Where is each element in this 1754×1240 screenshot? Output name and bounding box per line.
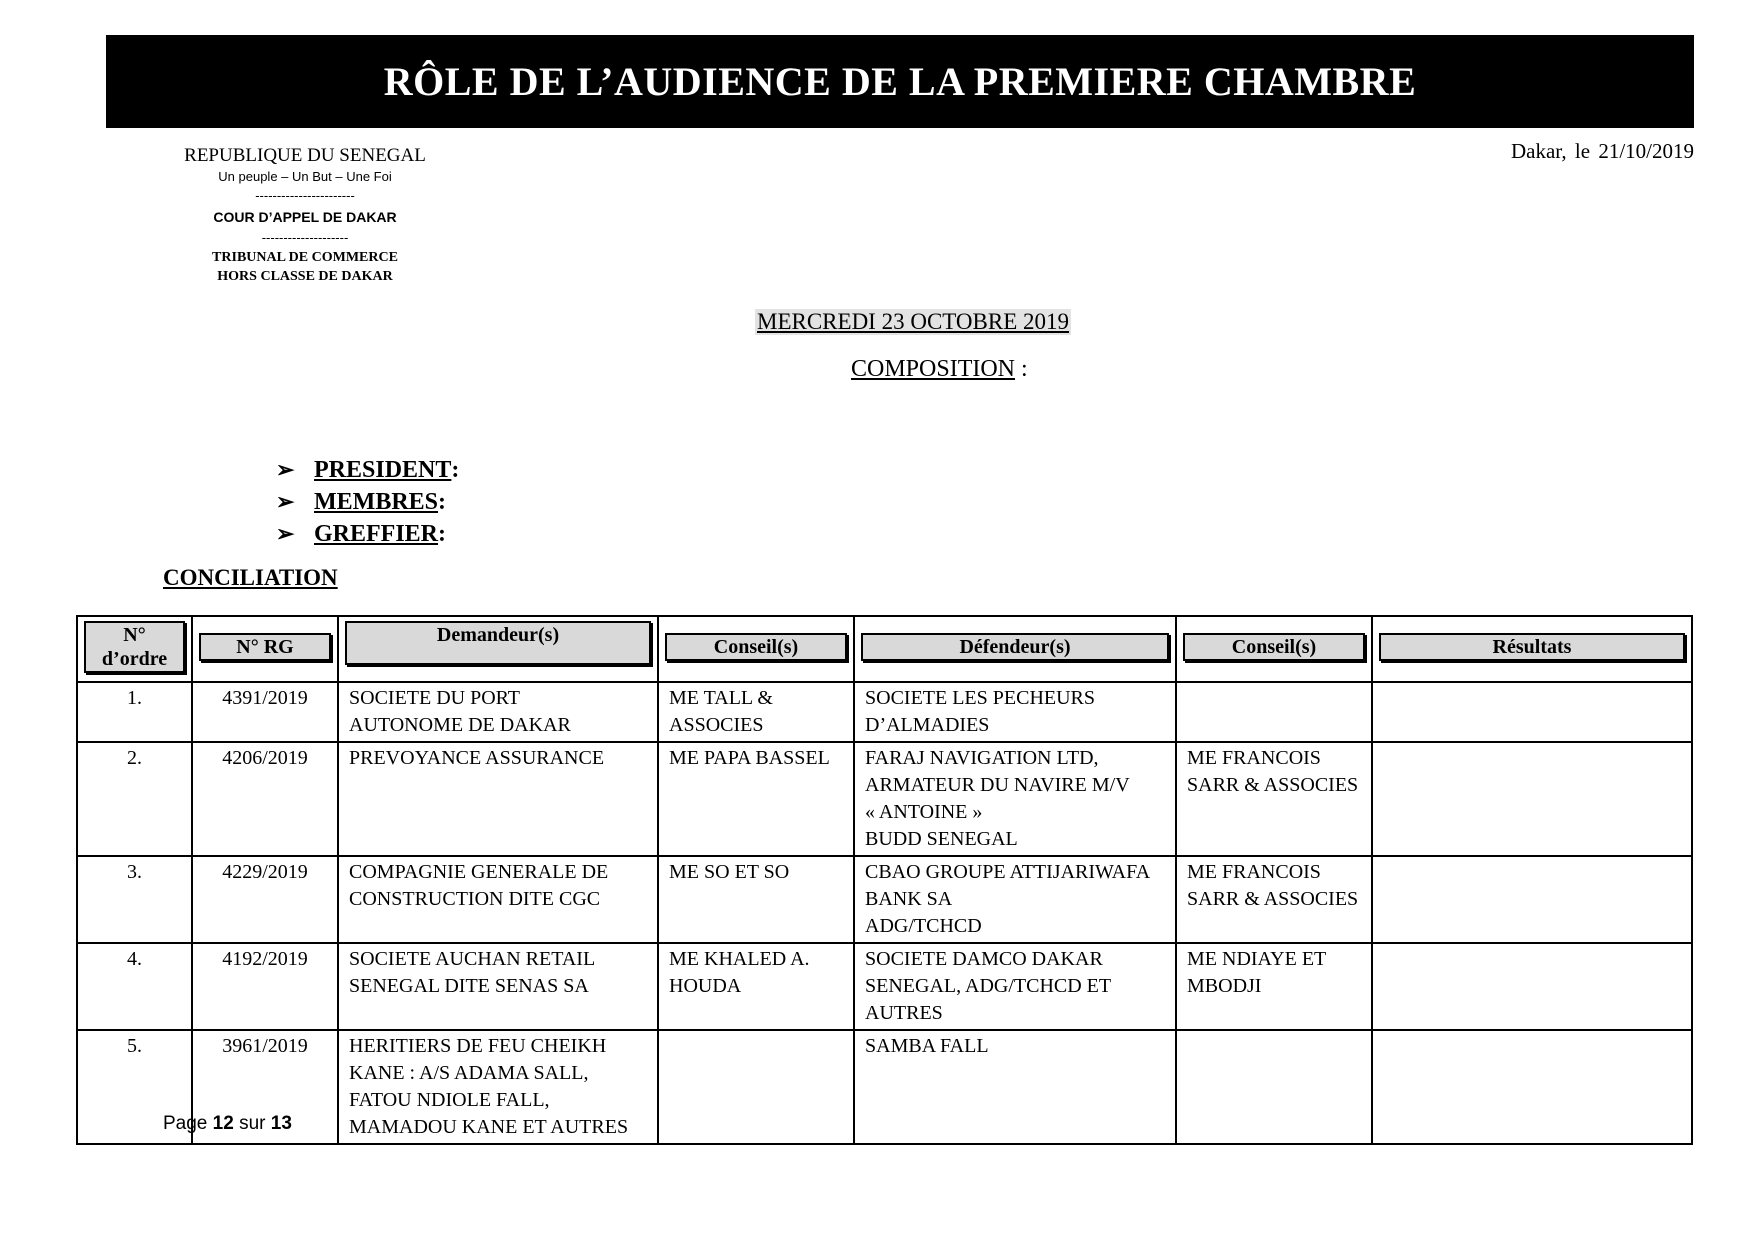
role-label: PRESIDENT xyxy=(314,457,452,483)
cell-order-number: 4. xyxy=(77,943,192,1030)
cell-rg-number: 4229/2019 xyxy=(192,856,338,943)
cell-conseil-defendeur: ME FRANCOIS SARR & ASSOCIES xyxy=(1176,742,1372,856)
header-resultats: Résultats xyxy=(1372,616,1692,682)
national-motto: Un peuple – Un But – Une Foi xyxy=(218,169,392,184)
cell-conseil-demandeur: ME PAPA BASSEL xyxy=(658,742,854,856)
hearing-roll-table xyxy=(76,615,1693,1145)
table-header-row xyxy=(77,616,1692,682)
cell-resultat xyxy=(1372,682,1692,742)
cell-conseil-defendeur: ME FRANCOIS SARR & ASSOCIES xyxy=(1176,856,1372,943)
role-suffix: : xyxy=(438,489,447,515)
table-row xyxy=(77,742,1692,856)
cell-defendeur: SOCIETE LES PECHEURS D’ALMADIES xyxy=(854,682,1176,742)
cell-defendeur: SOCIETE DAMCO DAKAR SENEGAL, ADG/TCHCD ET AUTRES xyxy=(854,943,1176,1030)
cell-demandeur: COMPAGNIE GENERALE DE CONSTRUCTION DITE CGC xyxy=(338,856,658,943)
page-current: 12 xyxy=(212,1113,234,1134)
cell-conseil-defendeur xyxy=(1176,1030,1372,1144)
cell-demandeur: HERITIERS DE FEU CHEIKH KANE : A/S ADAMA SALL, FATOU NDIOLE FALL, MAMADOU KANE ET AUTRES xyxy=(338,1030,658,1144)
arrow-bullet-icon: ➢ xyxy=(276,489,295,514)
table-row xyxy=(77,943,1692,1030)
cell-demandeur: SOCIETE DU PORT AUTONOME DE DAKAR xyxy=(338,682,658,742)
header-demandeurs: Demandeur(s) xyxy=(338,616,658,682)
cell-rg-number: 4391/2019 xyxy=(192,682,338,742)
place-date: Dakar, le 21/10/2019 xyxy=(1510,139,1694,163)
institution-header xyxy=(150,144,460,286)
cell-order-number: 1. xyxy=(77,682,192,742)
cell-rg-number: 4206/2019 xyxy=(192,742,338,856)
cell-defendeur: CBAO GROUPE ATTIJARIWAFA BANK SA ADG/TCHCD xyxy=(854,856,1176,943)
role-suffix: : xyxy=(451,457,460,483)
header-conseils-demandeur: Conseil(s) xyxy=(658,616,854,682)
cell-conseil-demandeur xyxy=(658,1030,854,1144)
cell-defendeur: FARAJ NAVIGATION LTD, ARMATEUR DU NAVIRE M/V « ANTOINE » BUDD SENEGAL xyxy=(854,742,1176,856)
composition-roles xyxy=(276,454,459,550)
role-president xyxy=(276,454,459,486)
cell-order-number: 5. xyxy=(77,1030,192,1144)
table-row xyxy=(77,856,1692,943)
header-defendeurs: Défendeur(s) xyxy=(854,616,1176,682)
separator-line: -------------------- xyxy=(261,230,349,245)
composition-suffix: : xyxy=(1015,356,1028,382)
cell-conseil-defendeur xyxy=(1176,682,1372,742)
title-banner xyxy=(106,35,1694,128)
cell-conseil-defendeur: ME NDIAYE ET MBODJI xyxy=(1176,943,1372,1030)
role-suffix: : xyxy=(438,521,447,547)
page-number: Page 12 sur 13 xyxy=(163,1113,292,1134)
arrow-bullet-icon: ➢ xyxy=(276,521,295,546)
court-name: COUR D’APPEL DE DAKAR xyxy=(213,209,397,225)
role-label: GREFFIER xyxy=(314,521,439,547)
cell-defendeur: SAMBA FALL xyxy=(854,1030,1176,1144)
cell-rg-number: 3961/2019 xyxy=(192,1030,338,1144)
role-label: MEMBRES xyxy=(314,489,439,515)
cell-resultat xyxy=(1372,943,1692,1030)
cell-resultat xyxy=(1372,742,1692,856)
composition-heading xyxy=(851,356,1028,383)
role-membres xyxy=(276,486,459,518)
cell-demandeur: PREVOYANCE ASSURANCE xyxy=(338,742,658,856)
composition-label: COMPOSITION xyxy=(851,356,1016,382)
arrow-bullet-icon: ➢ xyxy=(276,457,295,482)
page-total: 13 xyxy=(270,1113,292,1134)
header-rg-number: N° RG xyxy=(192,616,338,682)
table-row xyxy=(77,682,1692,742)
cell-order-number: 2. xyxy=(77,742,192,856)
section-heading: CONCILIATION xyxy=(163,565,338,590)
separator-line: ----------------------- xyxy=(255,188,355,203)
republic-name: REPUBLIQUE DU SENEGAL xyxy=(184,145,426,166)
header-order-number: N° d’ordre xyxy=(77,616,192,682)
tribunal-name-line2: HORS CLASSE DE DAKAR xyxy=(217,269,393,284)
cell-resultat xyxy=(1372,856,1692,943)
cell-rg-number: 4192/2019 xyxy=(192,943,338,1030)
cell-conseil-demandeur: ME KHALED A. HOUDA xyxy=(658,943,854,1030)
cell-conseil-demandeur: ME SO ET SO xyxy=(658,856,854,943)
cell-demandeur: SOCIETE AUCHAN RETAIL SENEGAL DITE SENAS SA xyxy=(338,943,658,1030)
cell-conseil-demandeur: ME TALL & ASSOCIES xyxy=(658,682,854,742)
table-row xyxy=(77,1030,1692,1144)
cell-order-number: 3. xyxy=(77,856,192,943)
header-conseils-defendeur: Conseil(s) xyxy=(1176,616,1372,682)
cell-resultat xyxy=(1372,1030,1692,1144)
table-body xyxy=(77,682,1692,1144)
document-title: RÔLE DE L’AUDIENCE DE LA PREMIERE CHAMBRE xyxy=(383,59,1417,104)
role-greffier xyxy=(276,518,459,550)
session-date: MERCREDI 23 OCTOBRE 2019 xyxy=(757,309,1070,334)
tribunal-name-line1: TRIBUNAL DE COMMERCE xyxy=(212,250,398,265)
